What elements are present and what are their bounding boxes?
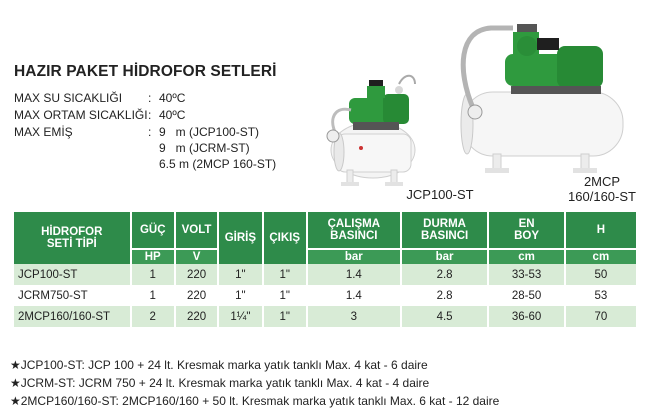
unit-volt: V xyxy=(175,249,218,264)
unit-durma: bar xyxy=(401,249,489,264)
cell-model: JCRM750-ST xyxy=(14,285,131,306)
cell-durma: 2.8 xyxy=(401,264,489,285)
cell-h: 70 xyxy=(565,306,637,327)
header-line: SETİ TİPİ xyxy=(46,238,97,250)
cell-giris: 1" xyxy=(218,264,262,285)
cell-cikis: 1" xyxy=(263,264,307,285)
product-caption-line1: 2MCP xyxy=(583,174,621,189)
footnote: ★JCRM-ST: JCRM 750 + 24 lt. Kresmak marka yatık tanklı Max. 4 kat - 4 daire xyxy=(10,376,430,390)
cell-guc: 1 xyxy=(131,285,175,306)
col-header-volt: VOLT xyxy=(175,212,218,249)
col-header-guc: GÜÇ xyxy=(131,212,175,249)
cell-calisma: 1.4 xyxy=(307,285,401,306)
cell-calisma: 1.4 xyxy=(307,264,401,285)
cell-enboy: 28-50 xyxy=(488,285,564,306)
cell-enboy: 36-60 xyxy=(488,306,564,327)
2mcp-pump-image xyxy=(453,10,628,178)
cell-guc: 2 xyxy=(131,306,175,327)
spec-value: 40ºC xyxy=(159,91,186,105)
cell-model: 2MCP160/160-ST xyxy=(14,306,131,327)
cell-durma: 2.8 xyxy=(401,285,489,306)
header-line: BASINCI xyxy=(330,230,378,242)
spec-colon: : xyxy=(148,91,152,105)
footnote: ★JCP100-ST: JCP 100 + 24 lt. Kresmak marka yatık tanklı Max. 4 kat - 6 daire xyxy=(10,358,428,372)
cell-volt: 220 xyxy=(175,264,218,285)
header-line: HİDROFOR xyxy=(41,226,103,238)
hydrofor-spec-table xyxy=(14,212,638,327)
spec-value: 40ºC xyxy=(159,108,186,122)
spec-value: 9 m (JCRM-ST) xyxy=(159,141,250,155)
spec-label: MAX ORTAM SICAKLIĞI xyxy=(14,108,148,122)
table-header-row xyxy=(14,212,637,249)
header-line: DURMA xyxy=(423,218,466,230)
product-caption-line2: 160/160-ST xyxy=(568,189,636,204)
col-header-cikis: ÇIKIŞ xyxy=(263,212,307,264)
cell-volt: 220 xyxy=(175,285,218,306)
col-header-giris: GİRİŞ xyxy=(218,212,262,264)
spec-label: MAX EMİŞ xyxy=(14,125,73,139)
col-header-h: H xyxy=(565,212,637,249)
cell-h: 50 xyxy=(565,264,637,285)
page-title: HAZIR PAKET HİDROFOR SETLERİ xyxy=(14,63,277,80)
cell-guc: 1 xyxy=(131,264,175,285)
product-caption: JCP100-ST xyxy=(406,187,474,202)
cell-cikis: 1" xyxy=(263,285,307,306)
table-row xyxy=(14,264,637,285)
col-header-calisma xyxy=(307,212,401,249)
header-line: BASINCI xyxy=(420,230,469,242)
header-line: EN xyxy=(518,218,535,230)
cell-volt: 220 xyxy=(175,306,218,327)
unit-guc: HP xyxy=(131,249,175,264)
cell-h: 53 xyxy=(565,285,637,306)
unit-enboy: cm xyxy=(488,249,564,264)
jcp100-pump-image xyxy=(325,62,420,192)
cell-enboy: 33-53 xyxy=(488,264,564,285)
cell-model: JCP100-ST xyxy=(14,264,131,285)
col-header-durma xyxy=(401,212,489,249)
col-header-model xyxy=(14,212,131,264)
col-header-enboy xyxy=(488,212,564,249)
cell-giris: 1¼" xyxy=(218,306,262,327)
cell-cikis: 1" xyxy=(263,306,307,327)
unit-calisma: bar xyxy=(307,249,401,264)
spec-colon: : xyxy=(148,108,152,122)
unit-h: cm xyxy=(565,249,637,264)
spec-value: 9 m (JCP100-ST) xyxy=(159,125,260,139)
table-row xyxy=(14,285,637,306)
footnote: ★2MCP160/160-ST: 2MCP160/160 + 50 lt. Kresmak marka yatık tanklı Max. 6 kat - 12 daire xyxy=(10,394,500,408)
spec-colon: : xyxy=(148,125,152,139)
cell-giris: 1" xyxy=(218,285,262,306)
header-line: ÇALIŞMA xyxy=(327,218,381,230)
header-line: BOY xyxy=(514,230,540,242)
cell-calisma: 3 xyxy=(307,306,401,327)
table-row xyxy=(14,306,637,327)
spec-label: MAX SU SICAKLIĞI xyxy=(14,91,123,105)
spec-value: 6.5 m (2MCP 160-ST) xyxy=(159,157,277,171)
cell-durma: 4.5 xyxy=(401,306,489,327)
